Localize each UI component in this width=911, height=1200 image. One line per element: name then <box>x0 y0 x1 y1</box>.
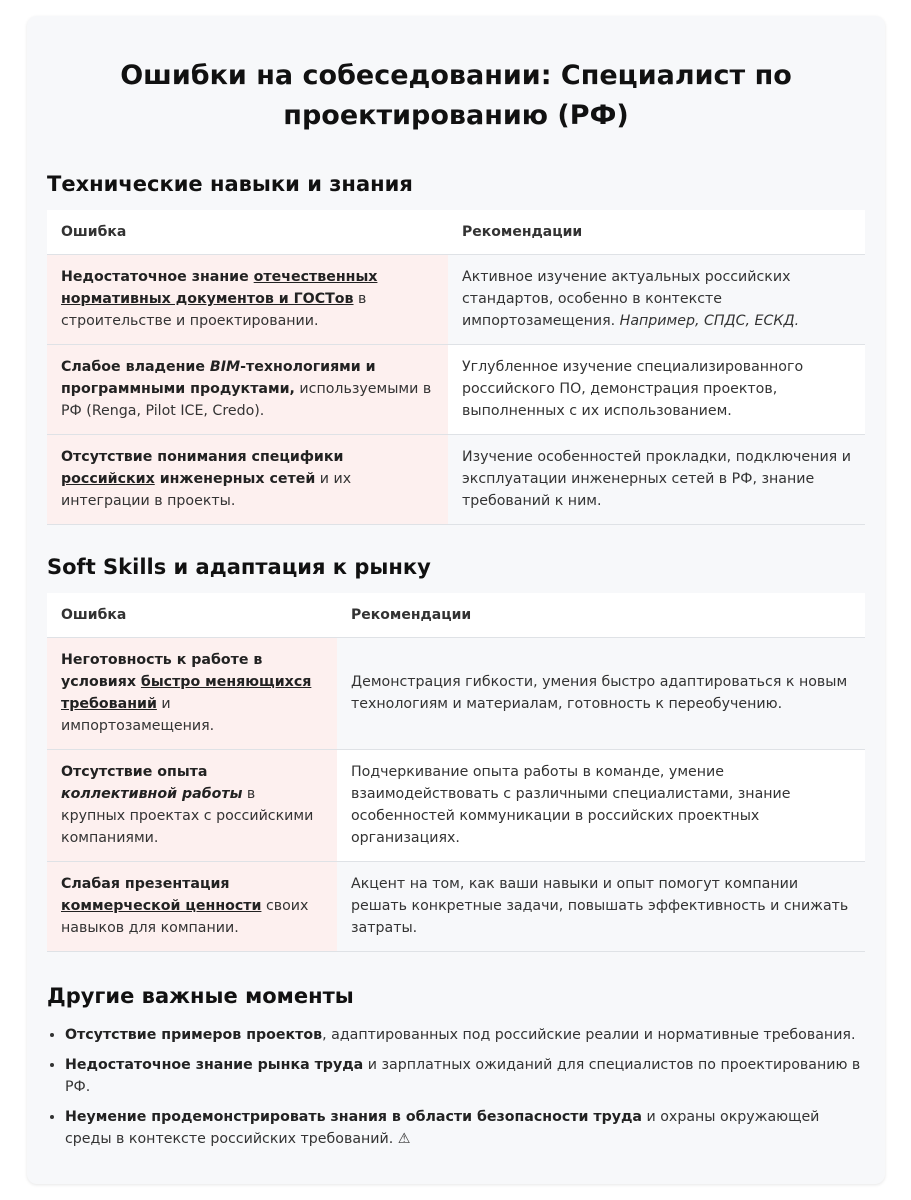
column-header-recommendations: Рекомендации <box>448 210 865 255</box>
list-item: • Недостаточное знание рынка труда и зарплатных ожиданий для специалистов по проектированию в РФ. <box>65 1054 865 1098</box>
technical-skills-table <box>47 210 865 525</box>
error-cell: Слабая презентация коммерческой ценности своих навыков для компании. <box>47 862 337 952</box>
column-header-error: Ошибка <box>47 593 337 638</box>
list-item: • Неумение продемонстрировать знания в области безопасности труда и охраны окружающей среды в контексте российских требований. ⚠ <box>65 1106 865 1150</box>
column-header-error: Ошибка <box>47 210 448 255</box>
soft-skills-table <box>47 593 865 952</box>
table-row <box>47 345 865 435</box>
error-cell: Отсутствие понимания специфики российских инженерных сетей и их интеграции в проекты. <box>47 435 448 525</box>
recommendation-cell: Акцент на том, как ваши навыки и опыт помогут компании решать конкретные задачи, повышать эффективность и снижать затраты. <box>337 862 865 952</box>
error-cell: Слабое владение BIM-технологиями и программными продуктами, используемыми в РФ (Renga, Pilot ICE, Credo). <box>47 345 448 435</box>
table-row <box>47 638 865 750</box>
other-points-list <box>47 1024 865 1150</box>
document-card <box>27 16 885 1184</box>
list-item: • Отсутствие примеров проектов, адаптированных под российские реалии и нормативные требования. <box>65 1024 865 1046</box>
recommendation-cell: Активное изучение актуальных российских стандартов, особенно в контексте импортозамещения. Например, СПДС, ЕСКД. <box>448 255 865 345</box>
table-row <box>47 750 865 862</box>
error-cell: Недостаточное знание отечественных нормативных документов и ГОСТов в строительстве и проектировании. <box>47 255 448 345</box>
column-header-recommendations: Рекомендации <box>337 593 865 638</box>
section-heading-other: Другие важные моменты <box>47 984 354 1008</box>
table-row <box>47 862 865 952</box>
recommendation-cell: Демонстрация гибкости, умения быстро адаптироваться к новым технологиям и материалам, готовность к переобучению. <box>337 638 865 750</box>
recommendation-cell: Углубленное изучение специализированного российского ПО, демонстрация проектов, выполненных с их использованием. <box>448 345 865 435</box>
recommendation-cell: Изучение особенностей прокладки, подключения и эксплуатации инженерных сетей в РФ, знание требований к ним. <box>448 435 865 525</box>
section-heading-soft-skills: Soft Skills и адаптация к рынку <box>47 555 431 579</box>
page-title: Ошибки на собеседовании: Специалист по проектированию (РФ) <box>120 60 792 131</box>
error-cell: Отсутствие опыта коллективной работы в крупных проектах с российскими компаниями. <box>47 750 337 862</box>
table-row <box>47 435 865 525</box>
error-cell: Неготовность к работе в условиях быстро меняющихся требований и импортозамещения. <box>47 638 337 750</box>
section-heading-technical: Технические навыки и знания <box>47 172 413 196</box>
table-row <box>47 255 865 345</box>
recommendation-cell: Подчеркивание опыта работы в команде, умение взаимодействовать с различными специалистами, знание особенностей коммуникации в российских проектных организациях. <box>337 750 865 862</box>
